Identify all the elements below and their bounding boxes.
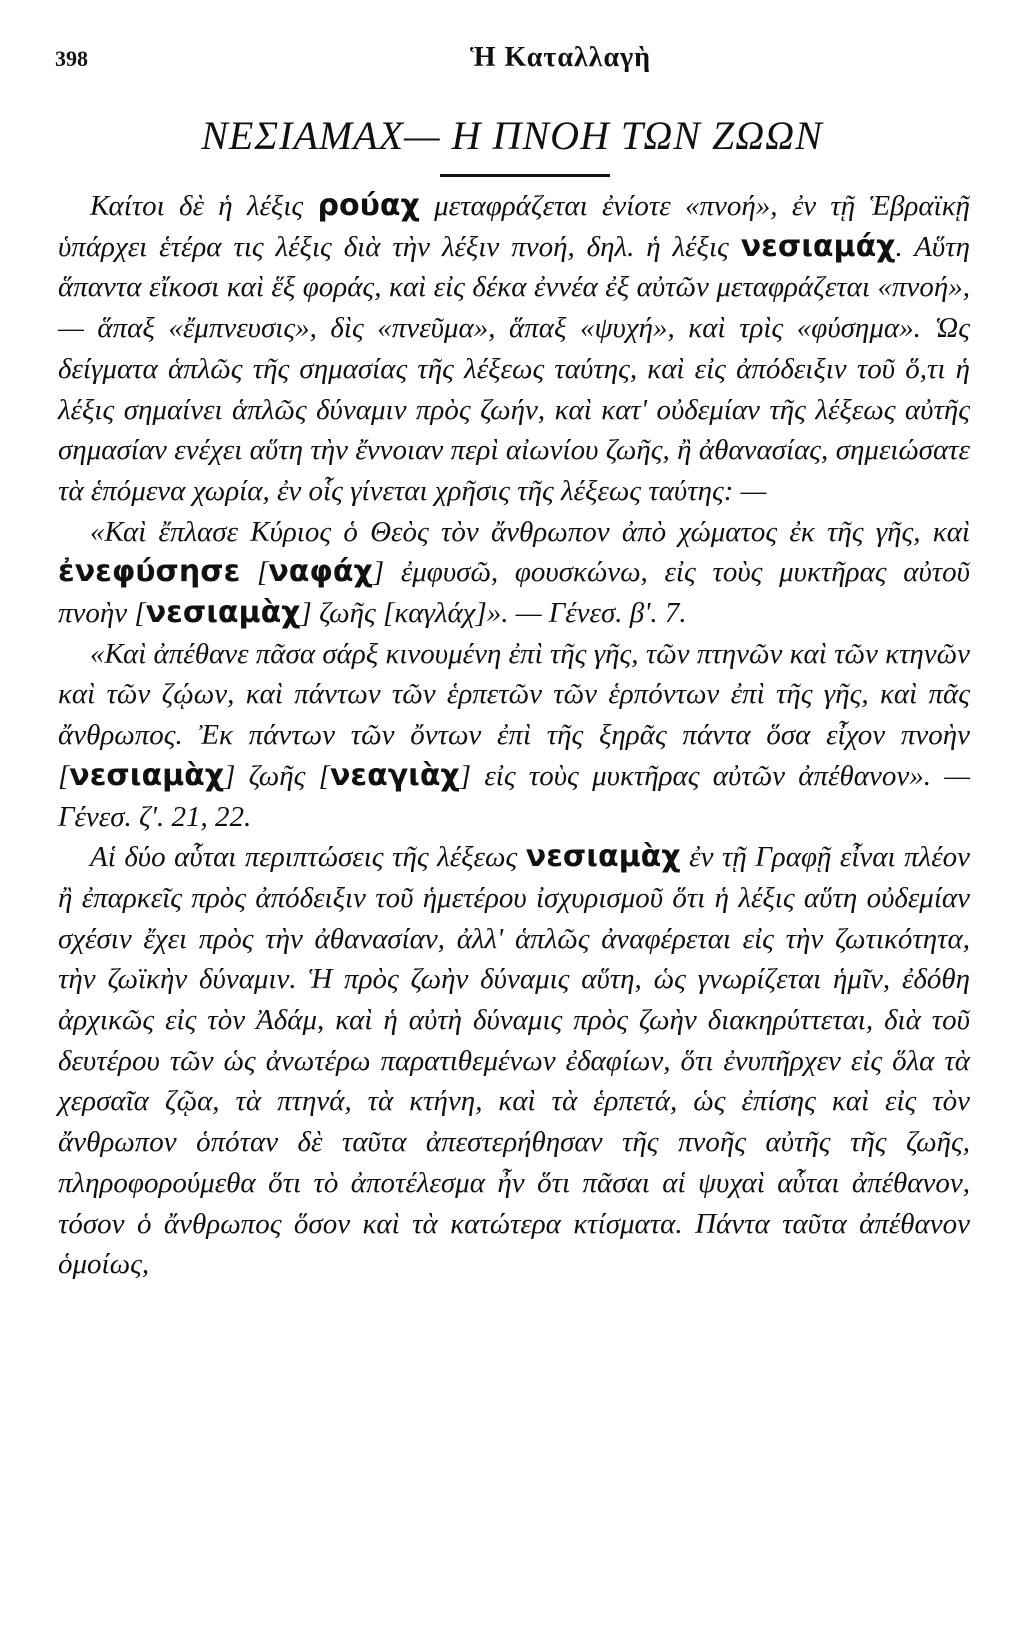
hebrew-term: νεσιαμὰχ [145, 595, 301, 631]
hebrew-term: νεσιαμάχ [740, 228, 896, 264]
title-rule [440, 174, 610, 177]
hebrew-term: νεσιαμὰχ [69, 757, 225, 793]
text-run: ἐν τῇ Γραφῇ εἶναι πλέον ἢ ἐπαρκεῖς πρὸς ἀπόδειξιν τοῦ ἡμετέρου ἰσχυρισμοῦ ὅτι ἡ λέξις αὕτη οὐδεμίαν σχέσιν ἔχει πρὸς τὴν ἀθανασίαν, ἀλλ' ἁπλῶς ἀναφέρεται εἰς τὴν ζωτικότητα, τὴν ζωϊκὴν δύναμιν. Ἡ πρὸς ζωὴν δύναμις αὕτη, ὡς γνωρίζεται ἡμῖν, ἐδόθη ἀρχικῶς εἰς τὸν Ἀδάμ, καὶ ἡ αὐτὴ δύναμις πρὸς ζωὴν διακηρύττεται, διὰ τοῦ δευτέρου τῶν ὡς ἀνωτέρω παρατιθεμένων ἐδαφίων, ὅτι ἐνυπῆρχεν εἰς ὅλα τὰ χερσαῖα ζῷα, τὰ πτηνά, τὰ κτήνη, καὶ τὰ ἑρπετά, ὡς ἐπίσης καὶ εἰς τὸν ἄνθρωπον ὁπόταν δὲ ταῦτα ἀπεστερήθησαν τῆς πνοῆς αὐτῆς τῆς ζωῆς, πληροφορούμεθα ὅτι τὸ ἀποτέλεσμα ἦν ὅτι πᾶσαι αἱ ψυχαὶ αὗται ἀπέθανον, τόσον ὁ ἄνθρωπος ὅσον καὶ τὰ κατώτερα κτίσματα. Πάντα ταῦτα ἀπέθανον ὁμοίως, [58, 841, 970, 1281]
hebrew-term: νεαγιὰχ [329, 757, 460, 793]
article-title: ΝΕΣΙΑΜΑΧ— Η ΠΝΟΗ ΤΩΝ ΖΩΩΝ [201, 113, 823, 158]
running-head [55, 40, 964, 80]
text-run: «Καὶ ἔπλασε Κύριος ὁ Θεὸς τὸν ἄνθρωπον ἀπὸ χώματος ἐκ τῆς γῆς, καὶ [90, 515, 970, 548]
text-run: . Αὕτη ἅπαντα εἴκοσι καὶ ἕξ φοράς, καὶ εἰς δέκα ἐννέα ἐξ αὐτῶν μεταφράζεται «πνοή», — ἅπαξ «ἔμπνευσις», δὶς «πνεῦμα», ἅπαξ «ψυχή», καὶ τρὶς «φύσημα». Ὡς δείγματα ἁπλῶς τῆς σημασίας τῆς λέξεως ταύτης, καὶ εἰς ἀπόδειξιν τοῦ ὅ,τι ἡ λέξις σημαίνει ἁπλῶς δύναμιν πρὸς ζωήν, καὶ κατ' οὐδεμίαν τῆς λέξεως αὐτῆς σημασίαν ενέχει αὕτη τὴν ἔννοιαν περὶ αἰωνίου ζωῆς, ἢ ἀθανασίας, σημειώσατε τὰ ἑπόμενα χωρία, ἐν οἷς γίνεται χρῆσις τῆς λέξεως ταύτης: — [58, 230, 970, 507]
text-run: [ [240, 556, 269, 589]
paragraph [58, 186, 970, 512]
hebrew-term: ἐνεφύσησε [58, 554, 241, 590]
scripture-quote [58, 634, 970, 838]
hebrew-term: ναφάχ [268, 554, 373, 590]
text-run: «Καὶ ἀπέθανε πᾶσα σάρξ κινουμένη ἐπὶ τῆς γῆς, τῶν πτηνῶν καὶ τῶν κτηνῶν καὶ τῶν ζῴων, καὶ πάντων τῶν ἑρπετῶν τῶν ἑρπόντων ἐπὶ τῆς γῆς, καὶ πᾶς ἄνθρωπος. Ἐκ πάντων τῶν ὄντων ἐπὶ τῆς ξηρᾶς πάντα ὅσα εἶχον πνοὴν [ [58, 637, 970, 792]
hebrew-term: νεσιαμὰχ [525, 839, 681, 875]
paragraph [58, 837, 970, 1285]
text-run: ] ἐμφυσῶ, φουσκώνω, εἰς τοὺς μυκτῆρας αὐτοῦ πνοὴν [ [58, 556, 970, 630]
text-run: Αἱ δύο αὗται περιπτώσεις τῆς λέξεως [90, 841, 526, 874]
page-number: 398 [55, 46, 88, 71]
text-run: ] ζωῆς [ [224, 759, 330, 792]
hebrew-term: ρούαχ [317, 188, 420, 223]
article-body [58, 186, 970, 1285]
scripture-quote [58, 512, 970, 634]
text-run: ] ζωῆς [καγλάχ]». — Γένεσ. β'. 7. [300, 597, 687, 630]
text-run: Καίτοι δὲ ἡ λέξις [90, 190, 318, 222]
text-run: ] εἰς τοὺς μυκτῆρας αὐτῶν ἀπέθανον». — Γένεσ. ζ'. 21, 22. [58, 759, 970, 833]
text-run: μεταφράζεται ἐνίοτε «πνοή», ἐν τῇ Ἑβραϊκῇ ὑπάρχει ἑτέρα τις λέξις διὰ τὴν λέξιν πνοή, δηλ. ἡ λέξις [58, 190, 970, 263]
journal-title: Ἡ Καταλλαγὴ [470, 42, 652, 73]
